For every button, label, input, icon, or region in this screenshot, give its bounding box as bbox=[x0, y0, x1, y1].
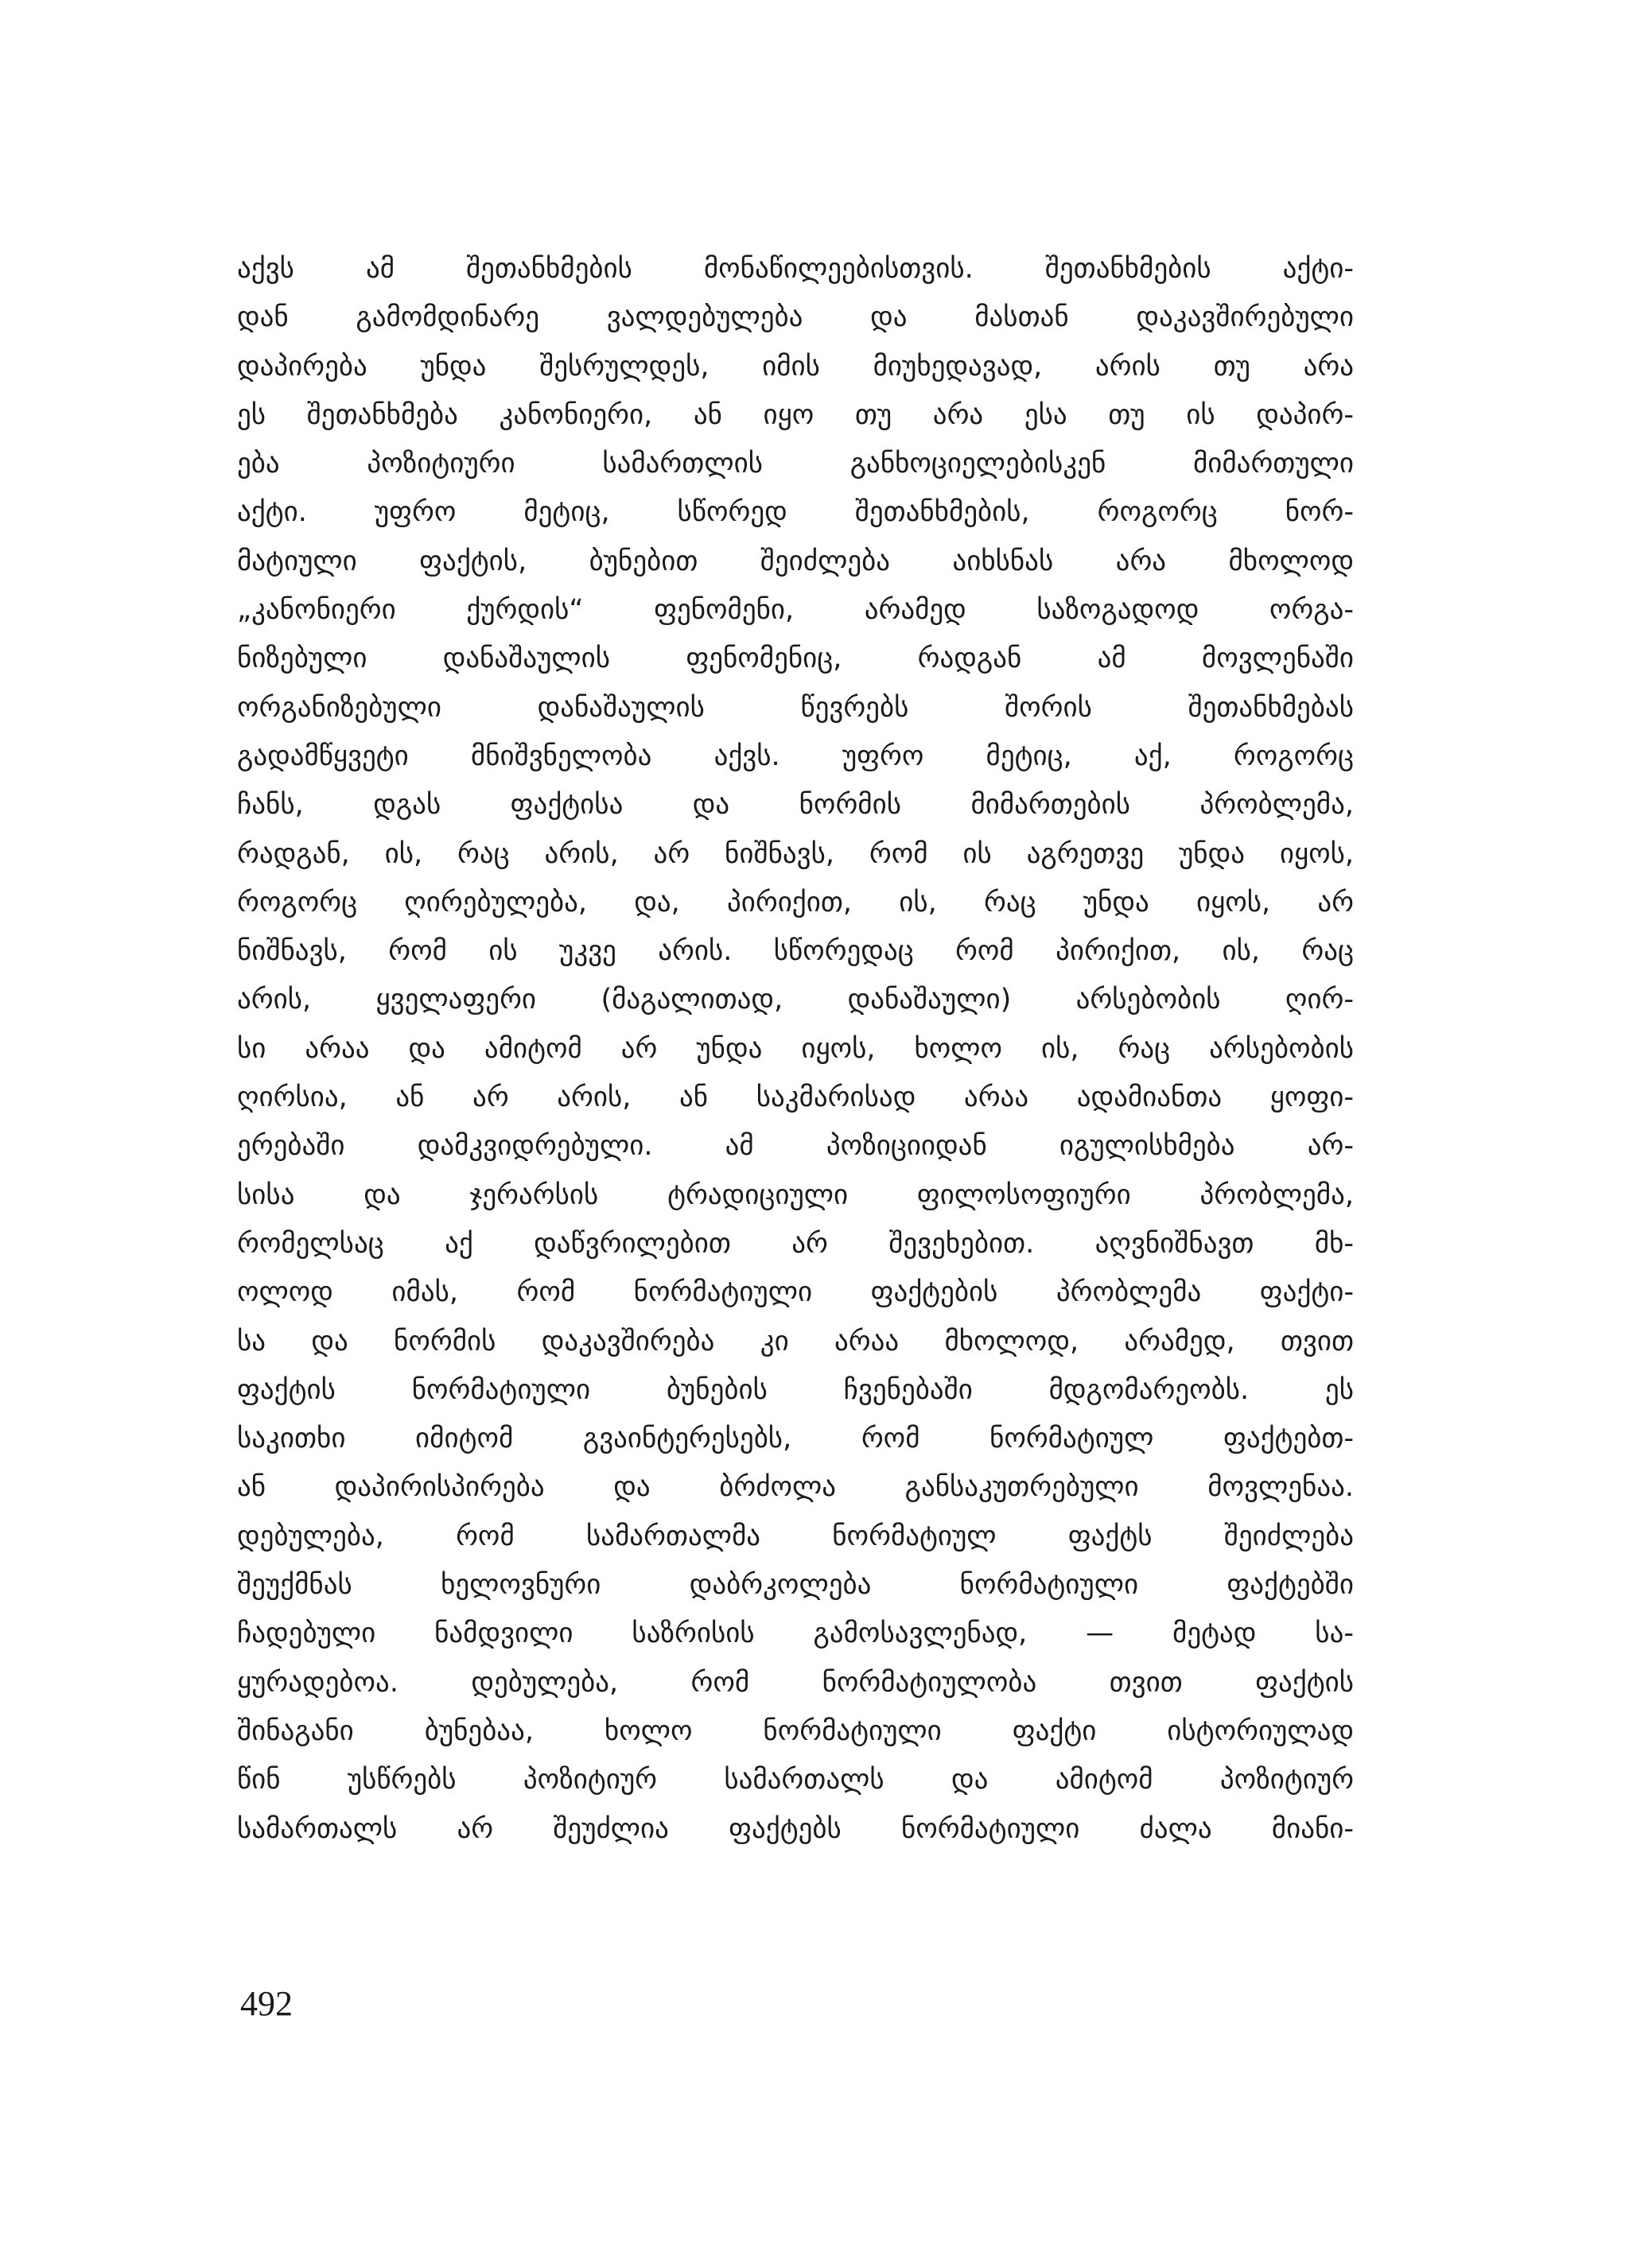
text-line: აქვს ამ შეთანხმების მონაწილეებისთვის. შეთანხმების აქტი- bbox=[237, 253, 1354, 285]
text-line: სისა და ჯერარსის ტრადიციული ფილოსოფიური პრობლემა, bbox=[237, 1179, 1354, 1211]
text-line: ფაქტის ნორმატიული ბუნების ჩვენებაში მდგომარეობს. ეს bbox=[237, 1373, 1354, 1406]
text-line: როგორც ღირებულება, და, პირიქით, ის, რაც უნდა იყოს, არ bbox=[237, 886, 1354, 918]
text-line: აქტი. უფრო მეტიც, სწორედ შეთანხმების, როგორც ნორ- bbox=[237, 496, 1354, 529]
text-line: ყურადებოა. დებულება, რომ ნორმატიულობა თვით ფაქტის bbox=[237, 1666, 1354, 1699]
text-line: არის, ყველაფერი (მაგალითად, დანაშაული) არსებობის ღირ- bbox=[237, 984, 1354, 1016]
text-line: შეუქმნას ხელოვნური დაბრკოლება ნორმატიული ფაქტებში bbox=[237, 1569, 1354, 1602]
text-line: საკითხი იმიტომ გვაინტერესებს, რომ ნორმატიულ ფაქტებთ- bbox=[237, 1423, 1354, 1455]
text-line: ერებაში დამკვიდრებული. ამ პოზიციიდან იგულისხმება არ- bbox=[237, 1130, 1354, 1163]
text-line: ნიშნავს, რომ ის უკვე არის. სწორედაც რომ პირიქით, ის, რაც bbox=[237, 935, 1354, 968]
text-line: რადგან, ის, რაც არის, არ ნიშნავს, რომ ის აგრეთვე უნდა იყოს, bbox=[237, 837, 1354, 870]
text-line: სამართალს არ შეუძლია ფაქტებს ნორმატიული ძალა მიანი- bbox=[237, 1812, 1354, 1845]
text-line: ოლოდ იმას, რომ ნორმატიული ფაქტების პრობლემა ფაქტი- bbox=[237, 1276, 1354, 1309]
text-line: ჩანს, დგას ფაქტისა და ნორმის მიმართების პრობლემა, bbox=[237, 789, 1354, 821]
text-line: ან დაპირისპირება და ბრძოლა განსაკუთრებული მოვლენაა. bbox=[237, 1471, 1354, 1504]
text-line: დებულება, რომ სამართალმა ნორმატიულ ფაქტს შეიძლება bbox=[237, 1520, 1354, 1552]
text-line: ღირსია, ან არ არის, ან საკმარისად არაა ადამიანთა ყოფი- bbox=[237, 1082, 1354, 1114]
page-number: 492 bbox=[240, 1984, 293, 2023]
text-line: გადამწყვეტი მნიშვნელობა აქვს. უფრო მეტიც, აქ, როგორც bbox=[237, 740, 1354, 772]
text-line: დაპირება უნდა შესრულდეს, იმის მიუხედავად, არის თუ არა bbox=[237, 350, 1354, 383]
text-line: დან გამომდინარე ვალდებულება და მასთან დაკავშირებული bbox=[237, 301, 1354, 334]
text-line: ნიზებული დანაშაულის ფენომენიც, რადგან ამ მოვლენაში bbox=[237, 643, 1354, 675]
text-line: ორგანიზებული დანაშაულის წევრებს შორის შეთანხმებას bbox=[237, 691, 1354, 724]
text-line: „კანონიერი ქურდის“ ფენომენი, არამედ საზოგადოდ ორგა- bbox=[237, 594, 1354, 627]
text-line: ჩადებული ნამდვილი საზრისის გამოსავლენად, — მეტად სა- bbox=[237, 1618, 1354, 1650]
text-line: სა და ნორმის დაკავშირება კი არაა მხოლოდ, არამედ, თვით bbox=[237, 1325, 1354, 1357]
text-line: ება პოზიტიური სამართლის განხოციელებისკენ მიმართული bbox=[237, 448, 1354, 480]
text-line: მატიული ფაქტის, ბუნებით შეიძლება აიხსნას არა მხოლოდ bbox=[237, 545, 1354, 577]
body-text bbox=[237, 245, 1354, 1854]
text-line: წინ უსწრებს პოზიტიურ სამართალს და ამიტომ პოზიტიურ bbox=[237, 1764, 1354, 1796]
text-line: სი არაა და ამიტომ არ უნდა იყოს, ხოლო ის, რაც არსებობის bbox=[237, 1032, 1354, 1065]
text-line: რომელსაც აქ დაწვრილებით არ შევეხებით. აღვნიშნავთ მხ- bbox=[237, 1227, 1354, 1260]
text-line: ეს შეთანხმება კანონიერი, ან იყო თუ არა ესა თუ ის დაპირ- bbox=[237, 398, 1354, 431]
text-line: შინაგანი ბუნებაა, ხოლო ნორმატიული ფაქტი ისტორიულად bbox=[237, 1715, 1354, 1747]
